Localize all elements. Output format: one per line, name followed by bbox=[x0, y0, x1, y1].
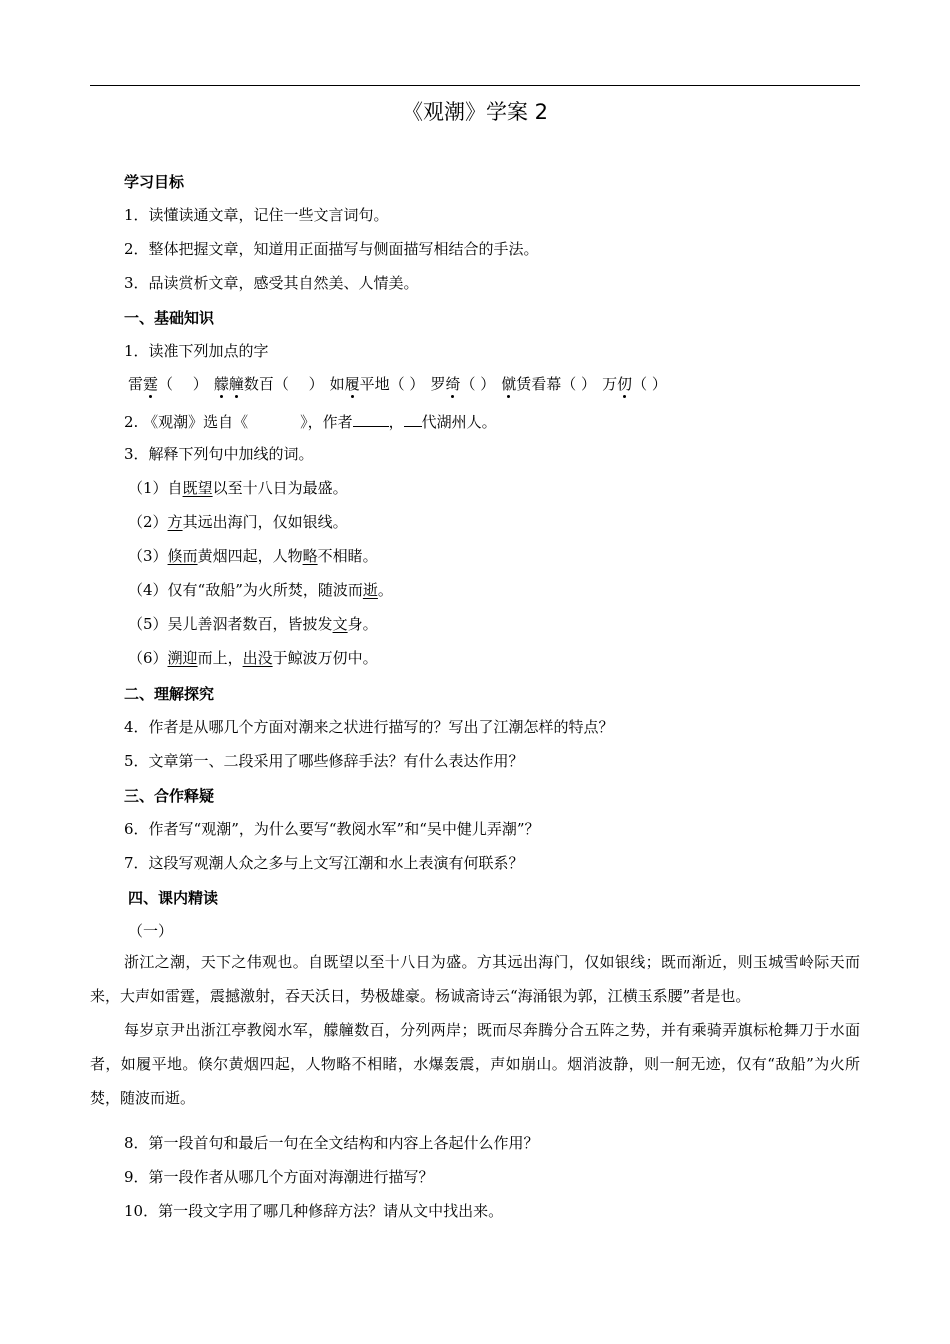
sentence-2: （2）方其远出海门，仅如银线。 bbox=[128, 513, 348, 531]
section-heading-understanding: 二、理解探究 bbox=[124, 685, 215, 703]
goal-item: 3．品读赏析文章，感受其自然美、人情美。 bbox=[124, 274, 419, 292]
dotted-char: 僦 bbox=[501, 375, 517, 393]
underlined-word: 文 bbox=[332, 615, 348, 633]
sentence-5: （5）吴儿善泅者数百，皆披发文身。 bbox=[128, 615, 378, 633]
reading-paragraph-2: 每岁京尹出浙江亭教阅水军，艨艟数百，分列两岸；既而尽奔腾分合五阵之势，并有乘骑弄旗标枪舞刀于水面者，如履平地。倏尔黄烟四起，人物略不相睹，水爆轰震，声如崩山。烟消波静，则一舸无迹，仅有“敌船”为火所焚，随波而逝。 bbox=[90, 1021, 860, 1107]
underlined-word: 略 bbox=[302, 547, 318, 565]
sentence-4: （4）仅有“敌船”为火所焚，随波而逝。 bbox=[128, 581, 393, 599]
dotted-char: 仞 bbox=[617, 375, 633, 393]
question-3: 3．解释下列句中加线的词。 bbox=[124, 445, 314, 463]
underlined-word: 出没 bbox=[242, 649, 273, 667]
question-8: 8．第一段首句和最后一句在全文结构和内容上各起什么作用？ bbox=[124, 1134, 539, 1152]
goal-item: 2．整体把握文章，知道用正面描写与侧面描写相结合的手法。 bbox=[124, 240, 539, 258]
sentence-6: （6）溯迎而上，出没于鲸波万仞中。 bbox=[128, 649, 378, 667]
question-9: 9．第一段作者从哪几个方面对海潮进行描写？ bbox=[124, 1168, 434, 1186]
underlined-word: 逝 bbox=[362, 581, 378, 599]
question-4: 4．作者是从哪几个方面对潮来之状进行描写的？写出了江潮怎样的特点？ bbox=[124, 718, 614, 736]
question-10: 10．第一段文字用了哪几种修辞方法？请从文中找出来。 bbox=[124, 1202, 504, 1220]
section-heading-basics: 一、基础知识 bbox=[124, 309, 215, 327]
part-label: （一） bbox=[128, 922, 174, 940]
question-5: 5．文章第一、二段采用了哪些修辞手法？有什么表达作用？ bbox=[124, 752, 524, 770]
dotted-char: 艨 bbox=[213, 375, 229, 393]
dynasty-blank[interactable] bbox=[404, 410, 422, 427]
answer-paren: （ ） bbox=[632, 375, 667, 393]
word-char: 万 bbox=[602, 375, 618, 393]
pronunciation-line bbox=[128, 374, 667, 394]
question-2: 2. 《观潮》选自《 》，作者 ， 代湖州人。 bbox=[124, 410, 497, 432]
goal-item: 1．读懂读通文章，记住一些文言词句。 bbox=[124, 206, 389, 224]
author-blank[interactable] bbox=[353, 410, 389, 427]
section-heading-cooperation: 三、合作释疑 bbox=[124, 787, 215, 805]
answer-paren: 平地（ ） bbox=[359, 375, 425, 393]
answer-paren: （ ） bbox=[158, 375, 208, 393]
question-6: 6．作者写“观潮”，为什么要写“教阅水军”和“吴中健儿弄潮”？ bbox=[124, 820, 540, 838]
dotted-char: 履 bbox=[344, 375, 360, 393]
word-char: 如 bbox=[329, 375, 345, 393]
dotted-char: 霆 bbox=[143, 375, 159, 393]
sentence-1: （1）自既望以至十八日为最盛。 bbox=[128, 479, 348, 497]
question-7: 7．这段写观潮人众之多与上文写江潮和水上表演有何联系？ bbox=[124, 854, 524, 872]
reading-paragraph-1: 浙江之潮，天下之伟观也。自既望以至十八日为盛。方其远出海门，仅如银线；既而渐近，则玉城雪岭际天而来，大声如雷霆，震撼激射，吞天沃日，势极雄豪。杨诚斋诗云“海涌银为郭，江横玉系腰”者是也。 bbox=[90, 953, 860, 1005]
dotted-char: 绮 bbox=[445, 375, 461, 393]
word-char: 罗 bbox=[430, 375, 446, 393]
word-char: 雷 bbox=[128, 375, 144, 393]
underlined-word: 既望 bbox=[182, 479, 213, 497]
word-char: 赁 bbox=[516, 375, 532, 393]
answer-paren: 看幕（ ） bbox=[531, 375, 597, 393]
section-heading-reading: 四、课内精读 bbox=[128, 889, 219, 907]
underlined-word: 方 bbox=[167, 513, 183, 531]
underlined-word: 倏而 bbox=[167, 547, 198, 565]
header-rule bbox=[90, 85, 860, 86]
page-title: 《观潮》学案 2 bbox=[401, 100, 549, 124]
answer-paren: （ ） bbox=[460, 375, 496, 393]
question-1: 1．读准下列加点的字 bbox=[124, 342, 269, 360]
answer-paren: 数百（ ） bbox=[243, 375, 324, 393]
underlined-word: 溯迎 bbox=[167, 649, 198, 667]
sentence-3: （3）倏而黄烟四起，人物略不相睹。 bbox=[128, 547, 378, 565]
goals-heading: 学习目标 bbox=[124, 173, 185, 191]
dotted-char: 艟 bbox=[228, 375, 244, 393]
